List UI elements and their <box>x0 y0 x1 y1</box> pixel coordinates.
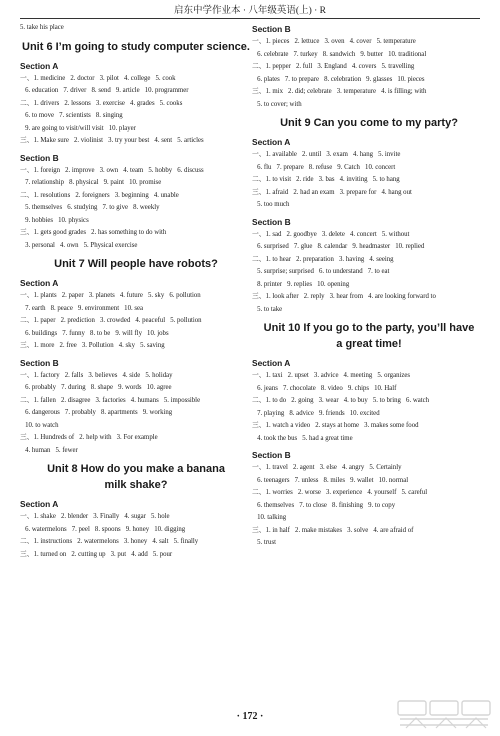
answer-line: 6. dangerous 7. probably 8. apartments 9. working <box>20 409 173 416</box>
answer-line: 三、1. Hundreds of 2. help with 3. For example <box>20 434 158 441</box>
answer-line: 一、1. foreign 2. improve 3. own 4. team 5. hobby 6. discuss <box>20 166 204 174</box>
unit-10-title <box>252 320 486 352</box>
page-number: · 172 · <box>236 711 264 722</box>
watermark-logo-icon <box>396 698 492 732</box>
answer-line: 三、1. in half 2. make mistakes 3. solve 4. are afraid of <box>252 526 414 534</box>
answer-line: 二、1. to do 2. going 3. wear 4. to buy 5. to bring 6. watch <box>252 397 430 404</box>
answer-line: 一、1. available 2. until 3. exam 4. hang 5. invite <box>252 151 401 158</box>
section-title: Section B <box>20 152 59 163</box>
answer-line: 二、1. paper 2. prediction 3. crowded 4. peaceful 5. pollution <box>20 317 202 324</box>
section-title: Section B <box>252 24 291 34</box>
answer-line: 一、1. sad 2. goodbye 3. delete 4. concert 5. without <box>252 230 410 238</box>
answer-line: 6. watermelons 7. peel 8. spoons 9. honey 10. digging <box>20 525 186 533</box>
unit-7-title: Unit 7 Will people have robots? <box>54 258 218 270</box>
answer-line: 二、1. pepper 2. full 3. England 4. covers 5. travelling <box>252 63 415 70</box>
answer-line: 7. playing 8. advice 9. friends 10. excited <box>252 409 380 417</box>
answer-line: 5. trust <box>252 539 276 546</box>
answer-line: 三、1. more 2. free 3. Pollution 4. sky 5. saving <box>20 342 165 349</box>
answer-line: 5. themselves 6. studying 7. to give 8. weekly <box>20 204 160 211</box>
section-title: Section A <box>252 137 291 147</box>
answer-line: 三、1. mix 2. did; celebrate 3. temperature 4. is filling; with <box>252 88 427 95</box>
answer-line: 二、1. to hear 2. preparation 3. having 4. seeing <box>252 255 394 263</box>
answer-line: 三、1. Make sure 2. violinist 3. try your best 4. sent 5. articles <box>20 137 204 144</box>
answer-line: 二、1. fallen 2. disagree 3. factories 4. humans 5. impossible <box>20 396 201 404</box>
answer-line: 5. take his place <box>20 24 64 31</box>
unit-6-title: Unit 6 I’m going to study computer science. <box>22 40 250 53</box>
answer-line: 一、1. taxi 2. upset 3. advice 4. meeting 5. organizes <box>252 372 411 379</box>
answer-line: 6. education 7. driver 8. send 9. article 10. programmer <box>20 87 189 94</box>
answer-line: 二、1. drivers 2. lessons 3. exercise 4. grades 5. cooks <box>20 99 183 107</box>
answer-line: 6. surprised 7. glue 8. calendar 9. headmaster 10. replied <box>252 243 425 250</box>
unit-8-title <box>20 461 252 493</box>
answer-line: 一、1. shake 2. blender 3. Finally 4. sugar 5. hole <box>20 513 170 520</box>
answer-line: 10. talking <box>252 514 287 521</box>
section-title: Section A <box>20 499 59 509</box>
answer-line: 6. buildings 7. funny 8. to be 9. will fly 10. jobs <box>20 329 169 337</box>
left-column <box>20 22 252 561</box>
section-title: Section B <box>20 357 59 368</box>
section-title: Section B <box>252 216 291 227</box>
answer-line: 10. to watch <box>20 421 59 429</box>
answer-line: 5. to cover; with <box>252 100 302 108</box>
answer-line: 4. took the bus 5. had a great time <box>252 434 353 442</box>
section-title: Section B <box>252 450 291 460</box>
answer-line: 三、1. afraid 2. had an exam 3. prepare for 4. hang out <box>252 188 412 196</box>
unit-9-title: Unit 9 Can you come to my party? <box>280 117 458 129</box>
answer-line: 二、1. worries 2. worse 3. experience 4. yourself 5. careful <box>252 489 428 496</box>
answer-line: 6. flu 7. prepare 8. refuse 9. Catch 10. concert <box>252 163 396 171</box>
answer-line: 三、1. turned on 2. cutting up 3. put 4. add 5. pour <box>20 550 173 558</box>
right-column <box>252 22 486 550</box>
unit-10-title-line1: Unit 10 If you go to the party, you’ll have <box>263 322 475 334</box>
answer-line: 6. themselves 7. to close 8. finishing 9. to copy <box>252 501 396 509</box>
answer-line: 一、1. pieces 2. lettuce 3. oven 4. cover 5. temperature <box>252 38 416 45</box>
answer-line: 9. hobbies 10. physics <box>20 216 89 224</box>
answer-line: 一、1. factory 2. falls 3. believes 4. side 5. holiday <box>20 371 173 379</box>
answer-line: 5. surprise; surprised 6. to understand 7. to eat <box>252 268 390 275</box>
answer-line: 6. probably 7. during 8. shape 9. words 10. agree <box>20 384 172 391</box>
answer-line: 一、1. medicine 2. doctor 3. pilot 4. college 5. cook <box>20 74 176 82</box>
answer-line: 5. to take <box>252 305 283 313</box>
answer-line: 三、1. look after 2. reply 3. hear from 4. are looking forward to <box>252 293 436 300</box>
answer-line: 6. celebrate 7. turkey 8. sandwich 9. butter 10. traditional <box>252 50 427 58</box>
unit-10-title-line2: a great time! <box>336 338 402 350</box>
section-title: Section A <box>20 278 59 288</box>
answer-line: 6. plates 7. to prepare 8. celebration 9. glasses 10. pieces <box>252 75 425 83</box>
answer-line: 三、1. gets good grades 2. has something to do with <box>20 229 167 236</box>
answer-line: 7. earth 8. peace 9. environment 10. sea <box>20 304 144 312</box>
unit-8-title-line1: Unit 8 How do you make a banana <box>47 463 225 475</box>
answer-line: 二、1. resolutions 2. foreigners 3. beginning 4. unable <box>20 191 179 199</box>
answer-line: 5. too much <box>252 201 290 208</box>
answer-line: 一、1. travel 2. agent 3. else 4. angry 5. Certainly <box>252 464 402 471</box>
answer-line: 9. are going to visit/will visit 10. player <box>20 124 136 132</box>
unit-8-title-line2: milk shake? <box>104 479 168 491</box>
answer-line: 6. teenagers 7. unless 8. miles 9. wallet 10. normal <box>252 476 409 484</box>
answer-line: 8. printer 9. replies 10. opening <box>252 280 350 288</box>
section-title: Section A <box>20 60 59 71</box>
answer-line: 4. human 5. fewer <box>20 446 78 454</box>
answer-line: 6. jeans 7. chocolate 8. video 9. chips 10. Half <box>252 384 397 392</box>
answer-line: 二、1. to visit 2. ride 3. bas 4. inviting 5. to hang <box>252 176 400 183</box>
answer-line: 3. personal 4. own 5. Physical exercise <box>20 241 138 249</box>
page-header: 启东中学作业本 · 八年级英语(上) · R <box>20 4 480 19</box>
answer-line: 6. to move 7. scientists 8. singing <box>20 112 123 119</box>
answer-line: 二、1. instructions 2. watermelons 3. honey 4. salt 5. finally <box>20 538 199 545</box>
answer-line: 7. relationship 8. physical 9. paint 10. promise <box>20 179 162 186</box>
section-title: Section A <box>252 358 291 368</box>
answer-line: 一、1. plants 2. paper 3. planets 4. future 5. sky 6. pollution <box>20 292 201 299</box>
answer-line: 三、1. watch a video 2. stays at home 3. makes some food <box>252 422 419 429</box>
